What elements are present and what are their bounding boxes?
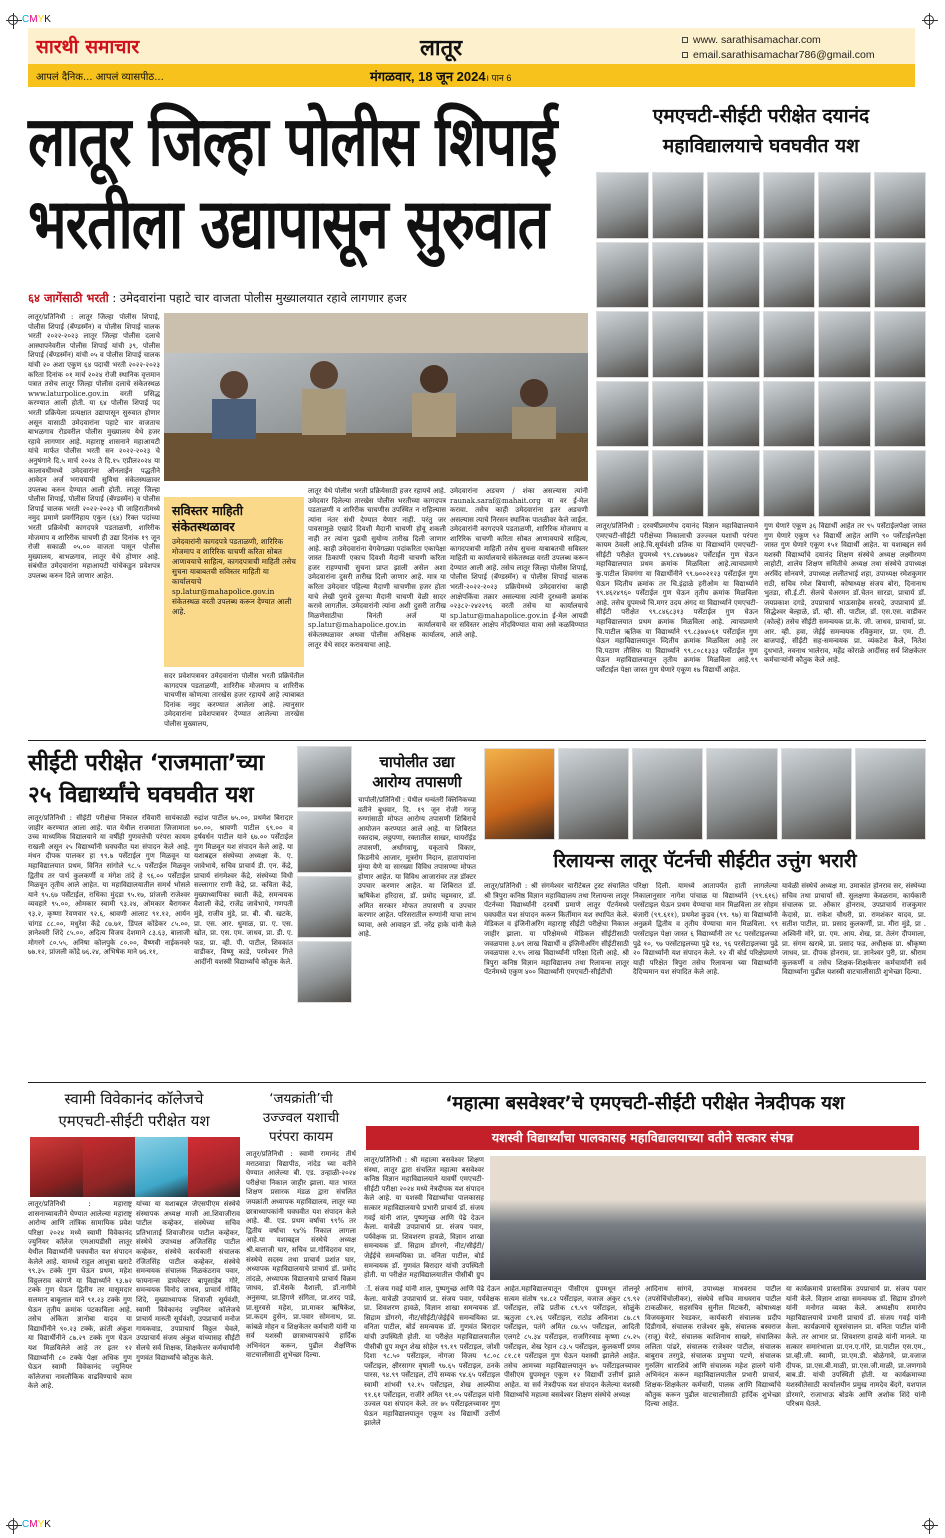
student-photo	[652, 242, 705, 309]
section-divider	[28, 1082, 926, 1083]
student-photo	[484, 748, 555, 840]
jaykranti-headline	[246, 1090, 356, 1147]
email-link[interactable]: email.sarathisamachar786@gmail.com	[693, 49, 875, 61]
edition-city: लातूर	[420, 36, 463, 61]
student-photo	[818, 172, 871, 239]
student-photo	[596, 381, 649, 448]
lead-headline-line-2: भरतीला उद्यापासून सुरुवात	[28, 183, 549, 264]
reliance-column-1: लातूर/प्रतिनिधी : श्री संगमेश्वर चारीटेबल ट्रस्ट संचालित श्री त्रिपुरा कनिष्ठ विज्ञान महाविद्यालय तथा रिलायन्स लातूर पॅटर्नच्या विद्यार्थ्यांनी दरवर्षी प्रमाणे लातूर पॅटर्नमध्ये घवघवीत यश संपादन करून किर्तीमान यश स्थापित केले. मेडिकल व इंजिनीअरिंग महाराष्ट्र सीईटी परीक्षेचा निकाल जाहीर झाला. या परिक्षेमध्ये मेडिकल सीईटीसाठी जवळपास ३.७९ लाख विद्यार्थी व इंजिनीअरिंग सीईटीसाठी जवळपास २.९५ लाख विद्यार्थ्यांनी परिक्षा दिली आहे. श्री त्रिपुरा कनिष्ठ विज्ञान महाविद्यालय तथा रिलायन्स लातूर पॅटर्नमध्ये एकुण ४०० विद्यार्थ्यांनी एमएचटी-सीईटीची	[484, 882, 629, 977]
basaveshwar-column-1a: लातूर/प्रतिनिधी : श्री महात्मा बसवेश्वर शिक्षण संस्था, लातूर द्वारा संचलित महात्मा बसवेश्वर कनिष्ठ विज्ञान महाविद्यालयाने यावर्षी एमएचटी-सीईटी परीक्षा २०२४ मध्ये नेत्रदीपक यश संपादन केले आहे. या यशस्वी विद्यार्थ्यांचा पालकासह सत्कार महाविद्यालयाचे प्रभारी प्राचार्य डॉ. संजय गवई यांनी शाल, पुष्पगुच्छ आणि पेढे देऊन केला. यावेळी उपप्राचार्य प्रा. संजय पवार, पर्यवेक्षक प्रा. शिवशरण हावळे, विज्ञान शाखा समन्वयक डॉ. सिद्राम डोंगरगे, नीट/सीईटी/जेईईचे समन्वयिका प्रा. वनिता पाटील, बोर्ड समन्वयक डॉ. गुणवंत बिरादार यांची उपस्थिती होती. या परीक्षेत महाविद्यालयातील पीसीबी ग्रुप	[364, 1156, 484, 1280]
basaveshwar-headline: ‘महात्मा बसवेश्वर’चे एमएचटी-सीईटी परीक्षेत नेत्रदीपक यश	[445, 1093, 845, 1114]
jaykranti-headline-line-2: उज्ज्वल यशाची	[262, 1110, 340, 1126]
student-photo	[874, 242, 927, 309]
rajmata-column-1: लातूर/प्रतिनिधी : सीईटी परीक्षेचा निकाल रविवारी सायंकाळी जाहीर करण्यात आला आहे. यात येथील राजमाता जिजामाता उच्च माध्यमिक विद्यालयाने या वर्षीही गुणवत्तेची परंपरा कायम राखली असून २५ विद्यार्थ्यांनी घवघवीत यश संपादन केले आहे. मंथन दीपक पालकर हा ९९.७ पर्सेंटाईल गुण मिळवून या महाविद्यालयात प्रथम, विनित सांगोले ९८.५ पर्सेंटाईल मिळवून द्वितीय तर पार्थ कुलकर्णी व मंगेश तांदे हे ९६.०० पर्सेंटाईल मिळवून तृतीय आले आहेत. या महाविद्यालयातील समर्थ भोसले याने ९५.६७ पर्सेंटाईल, राधिका मुंदडा ९५.१७, प्रांजली राजेश्वर व्यवहारे ९५.००, ओमकार स्वामी ९३.२४, ओमकार बैरागकर ९३.२, कृष्णा रेवणवार ९२.६, श्रावणी आलाट ९१.१२, आर्यन चांगड ८८.००, मधुरेश केंद्रे ८७.७१, डिंपल कोंडेकर ८५.००, ज्ञानेश्वरी शिंदे ८५.००, अदित्य विजय देशमाने ८३.६३, बालाजी मोगरगे ८०.५५, अनिषा कोलपुके ८०.००, वैष्णवी नाईकनवरे ७७.१२, प्रांजली कोंद्रे ७६.२४, अभिषेक माने ७६.११,	[28, 814, 190, 957]
vivekanand-photo-strip	[30, 1137, 240, 1197]
student-photo	[652, 450, 705, 517]
vivekanand-headline-line-2: एमएचटी-सीईटी परीक्षेत यश	[58, 1112, 210, 1130]
dayanand-column-1: लातूर/प्रतिनिधी : दरवर्षीप्रमाणेच दयानंद विज्ञान महाविद्यालयाने एमएचटी-सीईटी परीक्षेच्या निकालाची उज्ज्वल यशाची परंपरा कायम ठेवली आहे.चि.सूर्यवंशी प्रतिक या विद्यार्थ्याने एमएचटी-सीईटी परीक्षेत ग्रुपमध्ये ९९.८४७७७४२ पर्सेंटाईल गुण घेऊन महाविद्यालयात प्रथम क्रमांक मिळविला आहे.त्याचप्रमाणे कु.पाटील शिवगंगा या विद्यार्थीनीने ९९.७००२१२३ पर्सेंटाईल गुण घेऊन व्दितीय क्रमांक तर चि.इंद्राळे हरीओम या विद्यार्थ्याने ९९.४६२४९६० पर्सेंटाईल गुण घेऊन तृतीय क्रमांक मिळविला आहे. तसेच ग्रुपमध्ये चि.मगर उदय अंगद या विद्यार्थ्याने एमएचटी-सीईटी परीक्षेत ९९.८४६८३१३ पर्सेंटाईल गुण घेऊन महाविद्यालयात प्रथम क्रमांक मिळविला आहे. त्याचप्रमाणे चि.पाटील ऋतिक या विद्यार्थ्याने ९९.८३७४०६१ पर्सेंटाईल गुण घेऊन महाविद्यालयातून व्दितीय क्रमांक मिळविला आहे तर चि.पठाण तौसिफ या विद्यार्थ्याने ९९.८०८१३३३ पर्सेंटाईल गुण घेऊन महाविद्यालयातून तृतीय क्रमांक मिळविला आहे.९९ पर्सेंटाईल पेक्षा जास्त गुण घेणारे एकूण १७ विद्यार्थी आहेत.	[596, 522, 758, 674]
lead-headline	[28, 96, 588, 269]
lead-column-2: सदर प्रवेशपत्रावर उमेदवारांना पोलीस भरती प्रक्रियेतील कागदपत्र पडताळणी, शारिरीक मोजमाप व शारिरीक चाचणीस कोणत्या तारखेस हजर रहायचे आहे त्याबाबत दिनांक नमुद करण्यात आलेला आहे. त्यानुसार उमेदवारांना प्रवेशपत्रावर देण्यात आलेल्या तारखेस पोलीस मुख्यालय,	[164, 672, 304, 728]
rajmata-headline-line-2: २५ विद्यार्थ्यांचे घवघवीत यश	[28, 782, 254, 808]
registration-mark-icon	[8, 1520, 18, 1530]
student-photo	[297, 876, 352, 938]
dateline	[370, 67, 511, 85]
chapoli-headline-line-2: आरोग्य तपासणी	[372, 773, 462, 791]
student-photo	[652, 381, 705, 448]
student-photo	[558, 748, 629, 840]
student-photo	[707, 172, 760, 239]
student-photo	[83, 1137, 136, 1197]
basaveshwar-column-2: आहेत.महाविद्यालयातून पीसीएम ग्रुपमधून तोलनूरे सत्यम संतोष ९४.८२ पर्सेंटाइल, वजाज अंकुर ८९.९२ पर्सेंटाइल, लोंढे प्रतीक ८९.५९ पर्सेंटाइल, सोळुंके ऋतुजा ८९.२६ पर्सेंटाइल, राठोड अविनाश ८७.८९ पर्सेंटाइल, पतंगे अमित ८७.५५ पर्सेंटाइल, आदिती एलगटे ८५.३४ पर्सेंटाइल, राजगिरवाड कृष्णा ८५.२५ पर्सेंटाइल, शेख रेहान ८३.५ पर्सेंटाइल, कुलकर्णी प्रणव ८१.८१ पर्सेंटाइल गुण घेऊन यशस्वी झालेले आहेत. तसेच आमच्या महाविद्यालयातून ७५ पर्सेंटाइलच्यावर पीसीएम ग्रुपमधून एकूण १२ विद्यार्थी उत्तीर्ण झाले आहेत. या सर्व नेत्रदीपक यश संपादन केलेल्या यशस्वी विद्यार्थ्यांचे महात्मा बसवेश्वर शिक्षण संस्थेचे अध्यक्ष	[504, 1285, 640, 1399]
student-photo-grid	[596, 172, 926, 517]
vivekanand-headline	[28, 1088, 240, 1132]
student-photo	[596, 311, 649, 378]
rajmata-column-2: रुद्रांश पाटील ७५.००, प्रथमेश बिरादार ७०.००, श्रावणी पाटील ६९.०० व हर्षवर्धन पाटील याने ६७.०० पर्सेंटाईल गुण मिळवून यश संपादन केले आहे. या यशाबद्दल संस्थेच्या अध्यक्षा के. ए. जावेभाये, सचिव प्राचार्य डी. एन. केंद्रे, प्राचार्य संगमेश्वर केंद्रे, संस्थेच्या विधी सल्लागार राणी केंद्रे, प्रा. कविता केंद्रे, मुख्याध्यापिका स्वाती केंद्रे, समन्वयक वैशाली केंद्रे, राजेंद्र जावेभाये, गणपती मुंडे, राजीव मुंडे, प्रा. बी. बी. खटके, प्रा. एस. आर. धुमाळ, प्रा. ए. एस. खोत, प्रा. एस. एम. जाधव, प्रा. डी. ए. फड, प्रा. व्ही. पी. पाटील, शिवकांत वाडीकर, विष्णू काडे, परमेश्वर गित्ते आदींनी यशस्वी विद्यार्थ्यांचे कौतुक केले.	[194, 814, 293, 966]
basaveshwar-column-3: आदिनाथ सांगवे, उपाध्यक्ष माधवराव पाटील (तपसेचिंचोलीकर), संस्थेचे सचिव माधवराव पाटील टाकळीकर, सहसचिव सुनील मिटकरी, कोषाध्यक्ष विजयकुमार रेवडकर, कार्यकारी संचालक प्रदीप दिंडीगावे, संचालक राजेश्वर बुके, संचालक बस्वराज (राजू) येरटे, संचालक काशिनाथ साखरे, संचालिका ललिता पांढरे, संचालक राजेश्वर पाटील, संचालक बाबुराव तरगुडे, संचालक प्रभुप्पा पटणे, संचालक गुरुलिंग धाराशिवे आणि संचालक महेश हालगे यांनी अभिनंदन करून महाविद्यालयातील प्रभारी प्राचार्य, शिक्षक-शिक्षकेतर कर्मचारी, पालक आणि विद्यार्थ्यांचे कौतुक करून पुढील वाटचालीसाठी हार्दिक शुभेच्छा दिल्या आहेत.	[645, 1285, 781, 1409]
student-photo	[818, 450, 871, 517]
student-photo	[652, 311, 705, 378]
bullet-icon	[682, 52, 688, 58]
student-photo	[706, 748, 777, 840]
registration-mark-icon	[924, 15, 934, 25]
jaykranti-headline-line-3: परंपरा कायम	[269, 1129, 333, 1145]
lead-column-1: लातूर/प्रतिनिधी : लातूर जिल्हा पोलीस शिपाई, पोलीस शिपाई (बॅण्डस्मॅन) व पोलीस शिपाई चालक भरती २०२२-२०२३ लातूर जिल्हा पोलीस दलाचे आस्थापनेवरील पोलीस शिपाई यांची ३९, पोलीस शिपाई (बॅण्डस्मॅन) यांची ०५ व पोलीस शिपाई चालक यांची २० अशा एकुण ६४ पदाची भरती २०२२-२०२३ करिता दिनांक ०१ मार्च २०२४ रोजी स्थानिक वृत्तमान पत्रात तसेच लातूर जिल्हा पोलीस दलाचे संकेतस्थळ www.laturpolice.gov.in वरती प्रसिद्ध करण्यात आली होती. या ६४ पोलीस शिपाई पद भरती प्रक्रियेला प्रत्यक्षात उद्यापासून सुरुवात होणार असून यासाठी उमेदवारांना पहाटे चार वाजताच बाभळगाव रोडवरील पोलीस मुख्यालय येथे हजर रहावे लागणार आहे. महाराष्ट्र शासनाने महाआयटी यांचे मार्फत पोलीस भरती सन २०२२-२०२३ चे अनुषंगाने दि.५ मार्च २०२४ ते दि.१५ एप्रील२०२४ या कालावधीमध्ये उमेदवारांना ऑनलाईन पद्धतीने आवेदन अर्ज भरावयाची सुविधा संकेतस्थळावर उपलब्ध करुन देण्यात आली होती. लातूर जिल्हा पोलीस शिपाई, पोलीस शिपाई (बॅण्डस्मॅन) व पोलीस शिपाई चालक भरती २०२२-२०२३ ची जाहिरातीमध्ये नमुद प्रमाणे प्रवर्गनिहाय एकुन (६४) रिक्त पदांच्या भरती प्रक्रियेची कागदपत्रे पडताळणी, शारिरीक मोजमाप व शारिरीक चाचणी ही उद्या दिनांक १९ जून रोजी सकाळी ०५.०० वाजता पासून पोलीस मुख्यालय, बाभळगाव, लातूर येथे होणार आहे. संबंधीत उमेदवारांना महाआयटी यांचेकडुन प्रवेशपत्र उपलब्ध करुन दिले जाणार आहेत.	[28, 313, 160, 581]
chapoli-headline-line-1: चापोलीत उद्या	[379, 753, 455, 771]
student-photo	[874, 450, 927, 517]
tagline: आपलं दैनिक... आपलं व्यासपीठ...	[36, 72, 164, 83]
chapoli-headline	[358, 752, 476, 792]
chapoli-text: चापोली/प्रतिनिधी : येथील धन्वंतरी क्लिनिकच्या वतीने बुधवार, दि. १९ जून रोजी गरजू रुग्णांसाठी मोफत आरोग्य तपासणी शिबिराचे आयोजन करण्यात आले आहे. या शिबिरात रक्तदाब, लठ्ठपणा, रक्तातील साखर, थायरॉईड तपासणी, अर्धांगवायू, यकृताचे विकार, किडनीचे आजार, मूत्ररोग निदान, हातापायांना मुंग्या येणे या सारख्या विविध तपासण्या मोफत होणार आहेत. या विविध आजारांवर तज्ञ डॉक्टर उपचार करणार आहेत. या शिबिरात डॉ. ऋषिकेश हरिदास, डॉ. प्रमोद चट्टमवार, डॉ. अमित सरकार मोफत तपासणी व उपचार करणार आहेत. परिसरातील रुग्णांनी याचा लाभ घ्यावा, असे आवाहन डॉ. नरेंद्र हाके यांनी केले आहे.	[358, 796, 476, 939]
student-photo	[652, 172, 705, 239]
student-photo	[596, 172, 649, 239]
student-photo	[707, 381, 760, 448]
cmyk-mark: CMYK	[22, 1519, 51, 1530]
info-box-title: सविस्तर माहिती संकेतस्थळावर	[172, 503, 244, 534]
info-box	[164, 497, 304, 667]
student-photo	[763, 172, 816, 239]
student-photo	[707, 242, 760, 309]
photo-illustration	[164, 313, 588, 481]
vivekanand-headline-line-1: स्वामी विवेकानंद कॉलेजचे	[64, 1090, 204, 1108]
reliance-column-3: यावेळी संस्थेचे अध्यक्ष मा. उमाकांत होनराव सर, संस्थेच्या सचिव तथा प्राचार्या सौ. सुलक्षणा केवळराम, कार्यकारी संचालक प्रा. ओंकार होनराव, उपप्राचार्य राजकुमार केदासे, प्रा. राकेश चौधरी, प्रा. रामशंकर यादव, प्रा. सतीश पाटील, प्रा. प्रसाद कुलकर्णी, प्रा. मीरा मुंडे, प्रा . अश्विनी मोरे, प्रा. एम. आय. शेख, प्रा. तेलंग दीपमाला, प्रा. संगम खराबे, प्रा. प्रसाद फड, अधीक्षक प्रा. श्रीकृष्ण जाधव, प्रा. दीपक होनराव, प्रा. ज्ञानेश्वर पुरी, प्रा. श्रीराम कुलकर्णी व तसेच शिक्षक-शिक्षकेत्तर कर्मचार्यांनी सर्व विद्यार्थ्यांना पुढील यशस्वी वाटचालीसाठी शुभेच्छा दिल्या.	[782, 882, 926, 977]
registration-mark-icon	[8, 15, 18, 25]
dayanand-headline	[596, 101, 926, 161]
rajmata-headline	[28, 747, 290, 811]
lead-column-3: लातूर येथे पोलीस भरती प्रक्रियेसाठी हजर रहायचे आहे. उमेदवार दिलेल्या तारखेस पोलीस भरतीच्या कागदपत्र पडताळणी व शारिरीक चाचणीस उपस्थित न राहिल्यास त्यांना नंतर संधी देण्यात येणार नाही. परंतु जर पावसामुळे एखादे दिवशी मैदानी चाचणी होवू शकली नाही तर त्यांना पुढची सुयोग्य तारीख दिली जाणार आहे. काही उमेदवारांना वेगवेगळ्या पदांकरिता एकापेक्षा जास्त ठिकाणी एकाच दिवशी मैदानी चाचणी करिता हजर राहण्याची सुचना प्राप्त झाली असेल अशा उमेदवारांना दुसरी तारीख दिली जाणार आहे. मात्र या करिता उमेदवार पहिल्या मैदाणी चाचणीस हजर होता याचे लेखी पुरावे दुसऱ्या मैदानी चाचणी वेळी सादर करावे लागतील. उमेदवारांनी त्यांना अशी दुसरी तारीख मिळणेसाठीचा विनंती अर्ज या sp.latur@mahapolice.gov.in कार्यालयाचे संकेतस्थळावर अथवा पोलीस अधिक्षक कार्यालय, लातूर येथे सादर करावयाचा आहे.	[308, 487, 446, 649]
student-photo	[632, 748, 703, 840]
student-photo	[596, 242, 649, 309]
student-photo	[874, 311, 927, 378]
lead-headline-line-1: लातूर जिल्हा पोलीस शिपाई	[28, 101, 557, 181]
reliance-photo-strip	[484, 748, 926, 840]
student-photo	[763, 242, 816, 309]
student-photo	[297, 941, 352, 1003]
reliance-headline: रिलायन्स लातूर पॅटर्नची सीईटीत उत्तुंग भरारी	[553, 850, 857, 872]
bullet-icon	[682, 37, 688, 43]
student-photo	[855, 748, 926, 840]
brand-logo: सारथी समाचार	[36, 36, 140, 58]
contact-links	[682, 33, 875, 63]
separator: :	[108, 291, 120, 305]
student-photo	[763, 311, 816, 378]
student-photo	[707, 450, 760, 517]
lead-column-4: उमेदवारांना अडचण / शंका असल्यास त्यांनी raunak.saraf@mahait.org या वर ई-मेल करावा. तसेच काही उमेदवारांना इतर अडचणी असल्यास त्याचे निरसन स्थानिक पातळीवर केले जाईल. उमेदवारांनी कागदपत्रे पडताळणी, शारिरिक मोजमाप व शारिरिक चाचणी करिता सोबत आणावयाचे साहित्य, कागदपत्राची माहिती तसेच सुचना याबाबतची सविस्तर माहिती या कार्यालयाचे संकेतस्थळ वरती उपलब्ध करून देण्यात आली आहे. तसेच लातूर जिल्हा पोलीस शिपाई, पोलीस शिपाई (बॅण्डस्मॅन) व पोलीस शिपाई चालक भरती-२०२२-२०२३ प्रक्रियेमध्ये उमेदवारांचा काही आक्षेपकिंवा तक्रार असल्यास त्यांनी दुरध्वनी क्रमांक ०२३८२-२४२२९६ वरती तसेच या कार्यालयाचे sp.latur@mahapolice.gov.in ई-मेल आयडी वर सविस्तर आक्षेप नोंदविण्यात यावा असे कळविण्यात आले आहे.	[450, 487, 588, 639]
basaveshwar-column-1b: ॉ. संजय गवई यांनी शाल, पुष्पगुच्छ आणि पेढे देऊन केला. यावेळी उपप्राचार्य प्रा. संजय पवार, पर्यवेक्षक प्रा. शिवशरण हावळे, विज्ञान शाखा समन्वयक डॉ. सिद्राम डोंगरगे, नीट/सीईटी/जेईईचे समन्वयिका प्रा. वनिता पाटील, बोर्ड समन्वयक डॉ. गुणवंत बिरादार यांची उपस्थिती होती. या परीक्षेत महाविद्यालयातील पीसीबी ग्रुप मधून शेख सोहेल ९९.१९ पर्सेंटाइल, जोशी दिशा ९८.५० पर्सेंटाइल, नोगजा विजय ९८.०८ पर्सेंटाइल, क्षीरसागर वृषाली ९७.६५ पर्सेंटाइल, ठनके पारस, ९४.९९ पर्सेंटाइल, टॉपे सम्यक ९४.६५ पर्सेंटाइल स्वामी शांभवी ९२.१५ पर्सेंटाइल, शेख आल्फीया ९१.६१ पर्सेंटाइल, राजीरे अमित ९१.०५ पर्सेंटाइल यांनी उज्वल यश संपादन केले. तर ७५ पर्सेंटाइलच्यावर गुण घेऊन महाविद्यालयातून एकूण २४ विद्यार्थी उत्तीर्ण झालेले	[364, 1285, 500, 1428]
lead-deck: उमेदवारांना पहाटे चार वाजता पोलीस मुख्यालयात रहावे लागणार हजर	[119, 291, 407, 305]
felicitation-group-photo	[490, 1156, 926, 1280]
dayanand-headline-line-1: एमएचटी-सीईटी परीक्षेत दयानंद	[652, 105, 870, 127]
date: मंगळवार, 18 जून 2024	[370, 69, 486, 84]
lead-subhead	[28, 291, 590, 306]
dayanand-column-2: गुण घेणारे एकूण ३६ विद्यार्थी आहेत तर ९५ पर्सेंटाईलपेक्षा जास्त गुण घेणारे एकूण ९२ विद्यार्थी आहेत आणि ९० पर्सेंटाईलपेक्षा जास्त गुण घेणारे एकूण १५१ विद्यार्थी आहेत. या यशाबद्दल सर्व यशस्वी विद्यार्थ्यांचे दयानंद शिक्षण संस्थेचे अध्यक्ष लक्ष्मीरमण लाहोटी, शालेय शिक्षण समितीचे अध्यक्ष तथा संस्थेचे उपाध्यक्ष अरविंद सोनवणे, उपाध्यक्ष ललीतभाई शहा, उपाध्यक्ष रमेशकुमार राठी, सचिव रमेश बियाणी, कोषाध्यक्ष संजय बोरा, दिनानाथ भुतडा, सी.ई.टी. सेलचे चेअरमन डॉ.चेतन सारडा, प्राचार्य डॉ. जयप्रकाश दगडे, उपप्राचार्य भाऊसाहेब सरवदे, उपप्राचार्य डॉ. सिद्धेश्वर बेल्हाळे, डॉ. व्ही. सी. पाटील, डॉ. एस.एस. वाडीकर (कोल्हे) तसेच सीईटी समन्वयक प्रा.के. जी. जाधव, प्राचार्या, प्रा. आर. व्ही. हवा, जेईई समन्वयक रविकुमार, प्रा. एम. टी. बाजपाई, सीईटी सह-समन्वयक प्रा. व्यंकटेश कैले, नितेश दुधभाते, नवनाथ भालेराव, महेंद्र कोराळे आदींसह सर्व शिक्षकेतर कर्मचाऱ्यांनी कौतुक केले आहे.	[764, 522, 926, 665]
student-photo	[874, 381, 927, 448]
student-photo	[818, 381, 871, 448]
student-photo	[818, 242, 871, 309]
registration-mark-icon	[924, 1520, 934, 1530]
info-box-text: उमेदवारांनी कागदपत्रे पडताळणी, शारिरिक मोजमाप व शारिरिक चाचणी करिता सोबत आणावयाचे साहित्य, कागदपत्राची माहिती तसेच सुचना याबाबतची सविस्तर माहिती या कार्यालयाचे sp.latur@mahapolice.gov.in संकेतस्थळ वरती उपलब्ध करून देण्यात आली आहे.	[172, 537, 296, 616]
page-number: । पान 6	[485, 73, 512, 83]
vivekanand-column-2: यांच्या या यशाबद्दल जेएसपीएम संस्थेचे संस्थापक अध्यक्ष माजी आ.शिवाजीराव पाटील कव्हेकर, संस्थेच्या सचिव प्रतिभाताई शिवाजीराव पाटील कव्हेकर, संस्थेचे उपाध्यक्ष अजितसिंह पाटील कव्हेकर, संस्थेचे कार्यकारी संचालक रंजितसिंह पाटील कव्हेकर, संस्थेचे समन्वयक संचालक निळकंठराव पवार, फायनान्स डायरेक्टर बापूसाहेब गोरे, समन्वयक विनोद जाधव, प्राचार्य गोविंद शिंदे, मुख्याध्यापक शिवाजी सूर्यवंशी, स्वामी विवेकानंद ज्युनियर कॉलेजचे प्राचार्य मारुती सूर्यवंशी, उपप्राचार्य मनोज गायकवाड, उपप्राचार्य विठ्ठल चेवले, उपप्राचार्य संजय अंकुश यांच्यासह सीईटी सेलचे सर्व शिक्षक, शिक्षकेत्तर कर्मचार्यांनी गुणवंत विद्यार्थ्यांचे कौतुक केले.	[136, 1200, 240, 1362]
student-photo	[596, 450, 649, 517]
student-photo	[763, 381, 816, 448]
rajmata-headline-line-1: सीईटी परीक्षेत ‘राजमाता’च्या	[28, 750, 265, 776]
basaveshwar-column-4: या कार्यक्रमाचे प्रास्ताविक उपप्राचार्य प्रा. संजय पवार यांनी केले. विज्ञान शाखा समन्वयक डॉ. सिद्राम डोंगरगे यांनी मनोगत व्यक्त केले. अध्यक्षीय समारोप महाविद्यालयाचे प्रभारी प्राचार्य डॉ. संजय गवई यांनी केला. कार्यक्रमाचे सूत्रसंचालन प्रा. वनिता पाटील यांनी केले. तर आभार प्रा. शिवशरण हावळे यांनी मानले. या सत्कार समारंभाला प्रा.एन.ए.गोरे, प्रा.पाटील एस.एम., प्रा.व्ही.जी. स्वामी, प्रा.एम.डी. बोळेगावे, प्रा.वजाज दीपक, प्रा.एस.बी.माळी, प्रा.एस.जी.माळी, प्रा.जणगावे बाब.डी. यांची उपस्थिती होती. या कार्यक्रमाच्या यशस्वीतेसाठी कार्यालयीन प्रमुख नामदेव बेंदगे, यशपाल डोरमारे, राजाभाऊ बोडके आणि अशोक शिंदे यांनी परिश्रम घेतले.	[786, 1285, 926, 1409]
student-photo	[707, 311, 760, 378]
vivekanand-column-1: लातूर/प्रतिनिधी : महाराष्ट्र शासनाच्यावतीने घेण्यात आलेल्या महाराष्ट्र आरोग्य आणि तांत्रिक सामायिक प्रवेश परिक्षा २०२४ मध्ये स्वामी विवेकानंद ज्युनियर कॉलेज एमआयडीसी लातूर येथील विद्यार्थ्यांनी घवघवीत यश संपादन केलेले आहे. यामध्ये राहुल आशुबा खराटे ९९.३५ टक्के गुण घेऊन प्रथम, महेश विठ्ठलराव कांगणे या विद्यार्थ्याने ९३.७२ टक्के गुण घेऊन द्वितीय तर मासूमदार सलमान बाबूलाल याने ९१.२३ टक्के गुण घेऊन तृतीय क्रमांक पटकाविला आहे. तसेच अंकिता ज्ञानोबा यादव या विद्यार्थीनीने ९०.२३ टक्के, क्रांती अंकुश या विद्यार्थीनीने ८७.२९ टक्के गुण घेऊन यश मिळविलेले आहे तर इतर १२ विद्यार्थ्यांनी ८० टक्के पेक्षा अधिक गुण घेऊन स्वामी विवेकानंद ज्युनियर कॉलेजचा नावलौकिक वाढविण्याचे काम केले आहे.	[28, 1200, 132, 1391]
website-link[interactable]: www. sarathisamachar.com	[693, 34, 821, 46]
student-photo	[781, 748, 852, 840]
jaykranti-text: लातूर/प्रतिनिधी : स्वामी रामानंद तीर्थ मराठवाडा विद्यापीठ, नांदेड च्या वतीने घेण्यात आलेल्या बी. एड. उन्हाळी-२०२४ परीक्षेचा निकाल जाहीर झाला. यात भारत शिक्षण प्रसारक मंडळ द्वारा संचलित जयक्रांती अध्यापक महाविद्यालय, लातूर च्या छात्राध्यापकांनी घवघवीत यश संपादन केले आहे. बी. एड. प्रथम वर्षाचा ९९% तर द्वितीय वर्षाचा ९४% निकाल लागला आहे.या यशाबद्दल संस्थेचे अध्यक्ष श्री.बालाजी घार, सचिव प्रा.गोविंदराव घार, संस्थेचे सदस्य तथा प्राचार्य प्रशांत घार, अध्यापक महाविद्यालयाचे प्राचार्य डॉ. प्रमोद तांदळे, अध्यापक विद्यालयाचे प्राचार्य विक्रम जाधव, डॉ.येसके वैशाली, डॉ.नागीमे अनुसया, प्रा.हिंगणे संगिता, प्रा.शरद पाडे, प्रा.सुरवसे महेश, प्रा.माकर ऋषिकेश, प्रा.कदम हुसेन, प्रा.पवार सोमनाथ, प्रा. कांबळे मोहन व शिक्षकेतर कर्मचारी यांनी या सर्व यशस्वी छात्राध्यापकांचे हार्दिक अभिनंदन करून, पुढील शैक्षणिक वाटचालीसाठी शुभेच्छा दिल्या.	[246, 1150, 356, 1360]
dayanand-headline-line-2: महाविद्यालयाचे घवघवीत यश	[662, 135, 860, 157]
student-photo	[135, 1137, 188, 1197]
reliance-column-2: परिक्षा दिली. यामध्ये आतापर्यंत हाती लागलेल्या निकालानुसार नागेश पांचाळ या विद्यार्थ्याने (९९.६१६) परसेंटाइल घेऊन प्रथम येण्याचा मान मिळविला तर सोहम बंजारी (९९.६११), प्रथमेश कुडव (९९. ९७) या विद्यार्थ्यांनी अनुक्रमे द्वितीय व तृतीय येण्याचा मान मिळविला. ९९ परसेंटाइल पेक्षा जास्त ६ विद्यार्थ्यांनी तर ९८ परसेंटाइलच्या पुढे १०, ९७ परसेंटाइलच्या पुढे १४, ९६ परसेंटाइलच्या पुढे २० विद्यार्थ्यांनी यश संपादन केले. १२ वी बोर्ड परिक्षेप्रमाणे याही परिक्षेत त्रिपुरा तसेच रिलायन्स च्या विद्यार्थ्यांनी दैदिप्यमान यश संपादित केले आहे.	[633, 882, 778, 977]
student-photo	[297, 746, 352, 808]
section-divider	[28, 740, 926, 741]
student-photo	[763, 450, 816, 517]
student-photo	[874, 172, 927, 239]
student-photo	[30, 1137, 83, 1197]
basaveshwar-banner: यशस्वी विद्यार्थ्यांचा पालकासह महाविद्यालयाच्या वतीने सत्कार संपन्न	[366, 1126, 919, 1150]
student-photo	[297, 811, 352, 873]
jaykranti-headline-line-1: ‘जयक्रांती’ची	[269, 1091, 333, 1107]
student-photo	[188, 1137, 241, 1197]
cmyk-mark: CMYK	[22, 14, 51, 25]
police-press-conference-photo	[164, 313, 588, 481]
student-photo	[818, 311, 871, 378]
lead-kicker: ६४ जागेंसाठी भरती	[28, 291, 109, 305]
